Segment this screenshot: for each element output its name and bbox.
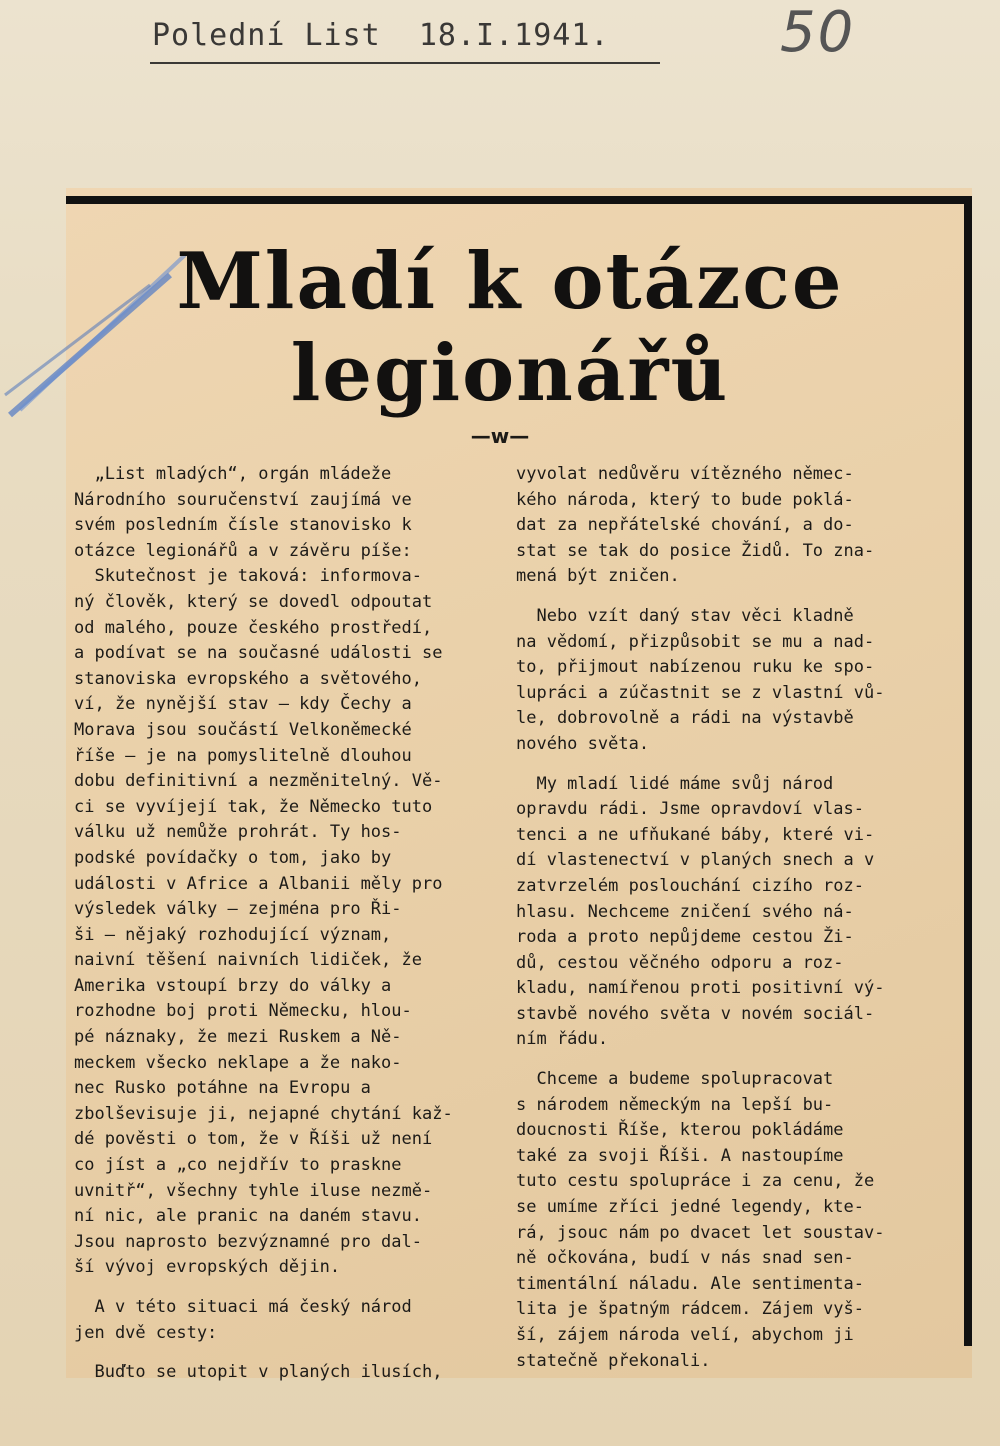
article-text-line: ci se vyvíjejí tak, že Německo tuto xyxy=(74,796,433,817)
article-text-line: statečně překonali. xyxy=(516,1350,711,1371)
article-text-line: kladu, namířenou proti positivní vý- xyxy=(516,978,885,999)
article-text-line: dat za nepřátelské chování, a do- xyxy=(516,515,854,536)
article-text-line: uvnitř“, všechny tyhle iluse nezmě- xyxy=(74,1180,433,1201)
article-text-line: podské povídačky o tom, jako by xyxy=(74,847,392,868)
article-text-line: vyvolat nedůvěru vítězného němec- xyxy=(516,464,854,484)
article-text-line: mená být zničen. xyxy=(516,566,680,587)
article-headline xyxy=(90,236,930,420)
article-text-line: Národního souručenství zaujímá ve xyxy=(74,489,412,510)
article-text-line: dí vlastenectví v planých snech a v xyxy=(516,850,875,871)
article-text-line: My mladí lidé máme svůj národ xyxy=(516,773,834,794)
article-text-line: válku už nemůže prohrát. Ty hos- xyxy=(74,822,402,843)
article-text-line: lita je špatným rádcem. Zájem vyš- xyxy=(516,1299,864,1320)
article-text-line: říše — je na pomyslitelně dlouhou xyxy=(74,745,412,766)
article-text-line: ně očkována, budí v nás snad sen- xyxy=(516,1248,854,1269)
article-text-line: ný člověk, který se dovedl odpoutat xyxy=(74,591,433,612)
article-text-line: ním řádu. xyxy=(516,1029,609,1050)
article-text-line: otázce legionářů a v závěru píše: xyxy=(74,540,412,561)
article-text-line: jen dvě cesty: xyxy=(74,1322,218,1343)
paragraph-gap xyxy=(74,1346,494,1360)
article-text-line: s národem německým na lepší bu- xyxy=(516,1094,834,1115)
paragraph-gap xyxy=(516,590,936,604)
article-text-line: svém posledním čísle stanovisko k xyxy=(74,515,412,536)
article-text-line: opravdu rádi. Jsme opravdoví vlas- xyxy=(516,799,864,820)
article-text-line: tuto cestu spolupráce i za cenu, že xyxy=(516,1171,875,1192)
clipping-right-rule xyxy=(964,196,972,1346)
article-text-line: se umíme zříci jedné legendy, kte- xyxy=(516,1197,864,1218)
headline-line-2: legionářů xyxy=(290,328,730,419)
article-text-line: hlasu. Nechceme zničení svého ná- xyxy=(516,901,854,922)
article-text-line: ši — nějaký rozhodující význam, xyxy=(74,924,392,945)
article-text-line: stat se tak do posice Židů. To zna- xyxy=(516,540,875,561)
article-text-line: naivní těšení naivních lidiček, že xyxy=(74,950,422,971)
article-text-line: to, přijmout nabízenou ruku ke spo- xyxy=(516,657,875,678)
article-text-line: co jíst a „co nejdřív to praskne xyxy=(74,1155,402,1176)
article-text-line: rá, jsouc nám po dvacet let soustav- xyxy=(516,1222,885,1243)
headline-line-1: Mladí k otázce xyxy=(176,236,844,327)
paragraph-gap xyxy=(516,758,936,772)
article-text-line: nec Rusko potáhne na Evropu a xyxy=(74,1078,371,1099)
article-right-column xyxy=(516,462,936,1374)
paragraph-gap xyxy=(516,1053,936,1067)
article-text-line: rozhodne boj proti Německu, hlou- xyxy=(74,1001,412,1022)
article-text-line: Buďto se utopit v planých ilusích, xyxy=(74,1362,443,1383)
typed-source-line: Polední List 18.I.1941. xyxy=(152,18,610,53)
paragraph-gap xyxy=(74,1281,494,1295)
article-byline: —w— xyxy=(470,424,530,448)
article-text-line: lupráci a zúčastnit se z vlastní vů- xyxy=(516,682,885,703)
article-text-line: ší, zájem národa velí, abychom ji xyxy=(516,1325,854,1345)
article-text-line: meckem všecko neklape a že nako- xyxy=(74,1052,402,1073)
article-text-line: na vědomí, přizpůsobit se mu a nad- xyxy=(516,631,875,652)
article-text-line: stavbě nového světa v novém sociál- xyxy=(516,1003,875,1024)
article-text-line: timentální náladu. Ale sentimenta- xyxy=(516,1273,864,1294)
article-text-line: zatvrzelém poslouchání cizího roz- xyxy=(516,875,864,896)
article-text-line: ší vývoj evropských dějin. xyxy=(74,1257,341,1278)
handwritten-page-number: 50 xyxy=(780,0,856,65)
article-text-line: stanoviska evropského a světového, xyxy=(74,668,422,689)
article-text-line: pé náznaky, že mezi Ruskem a Ně- xyxy=(74,1027,402,1048)
article-text-line: Chceme a budeme spolupracovat xyxy=(516,1069,834,1090)
article-text-line: také za svoji Říši. A nastoupíme xyxy=(516,1145,844,1166)
article-text-line: dobu definitivní a nezměnitelný. Vě- xyxy=(74,771,443,792)
article-text-line: a podívat se na současné události se xyxy=(74,643,443,664)
article-text-line: události v Africe a Albanii měly pro xyxy=(74,873,443,894)
article-left-column xyxy=(74,462,494,1386)
article-text-line: ní nic, ale pranic na daném stavu. xyxy=(74,1206,422,1227)
article-text-line: dé pověsti o tom, že v Říši už není xyxy=(74,1129,433,1150)
article-text-line: „List mladých“, orgán mládeže xyxy=(74,464,392,484)
article-text-line: Jsou naprosto bezvýznamné pro dal- xyxy=(74,1231,422,1252)
article-text-line: Morava jsou součástí Velkoněmecké xyxy=(74,719,412,740)
clipping-top-rule xyxy=(66,196,972,204)
typed-underline xyxy=(150,62,660,64)
article-text-line: výsledek války — zejména pro Ři- xyxy=(74,899,402,920)
article-text-line: dů, cestou věčného odporu a roz- xyxy=(516,952,844,973)
article-text-line: nového světa. xyxy=(516,733,650,754)
article-text-line: Skutečnost je taková: informova- xyxy=(74,566,422,587)
article-text-line: tenci a ne ufňukané báby, které vi- xyxy=(516,824,875,845)
article-text-line: zbolševisuje ji, nejapné chytání kaž- xyxy=(74,1103,453,1124)
article-text-line: ví, že nynější stav — kdy Čechy a xyxy=(74,694,412,715)
article-text-line: kého národa, který to bude poklá- xyxy=(516,489,854,510)
article-text-line: doucnosti Říše, kterou pokládáme xyxy=(516,1120,844,1141)
article-text-line: le, dobrovolně a rádi na výstavbě xyxy=(516,708,854,729)
article-text-line: Amerika vstoupí brzy do války a xyxy=(74,975,392,996)
article-text-line: Nebo vzít daný stav věci kladně xyxy=(516,605,854,626)
article-text-line: A v této situaci má český národ xyxy=(74,1297,412,1317)
article-text-line: od malého, pouze českého prostředí, xyxy=(74,617,433,638)
article-text-line: roda a proto nepůjdeme cestou Ži- xyxy=(516,927,854,948)
